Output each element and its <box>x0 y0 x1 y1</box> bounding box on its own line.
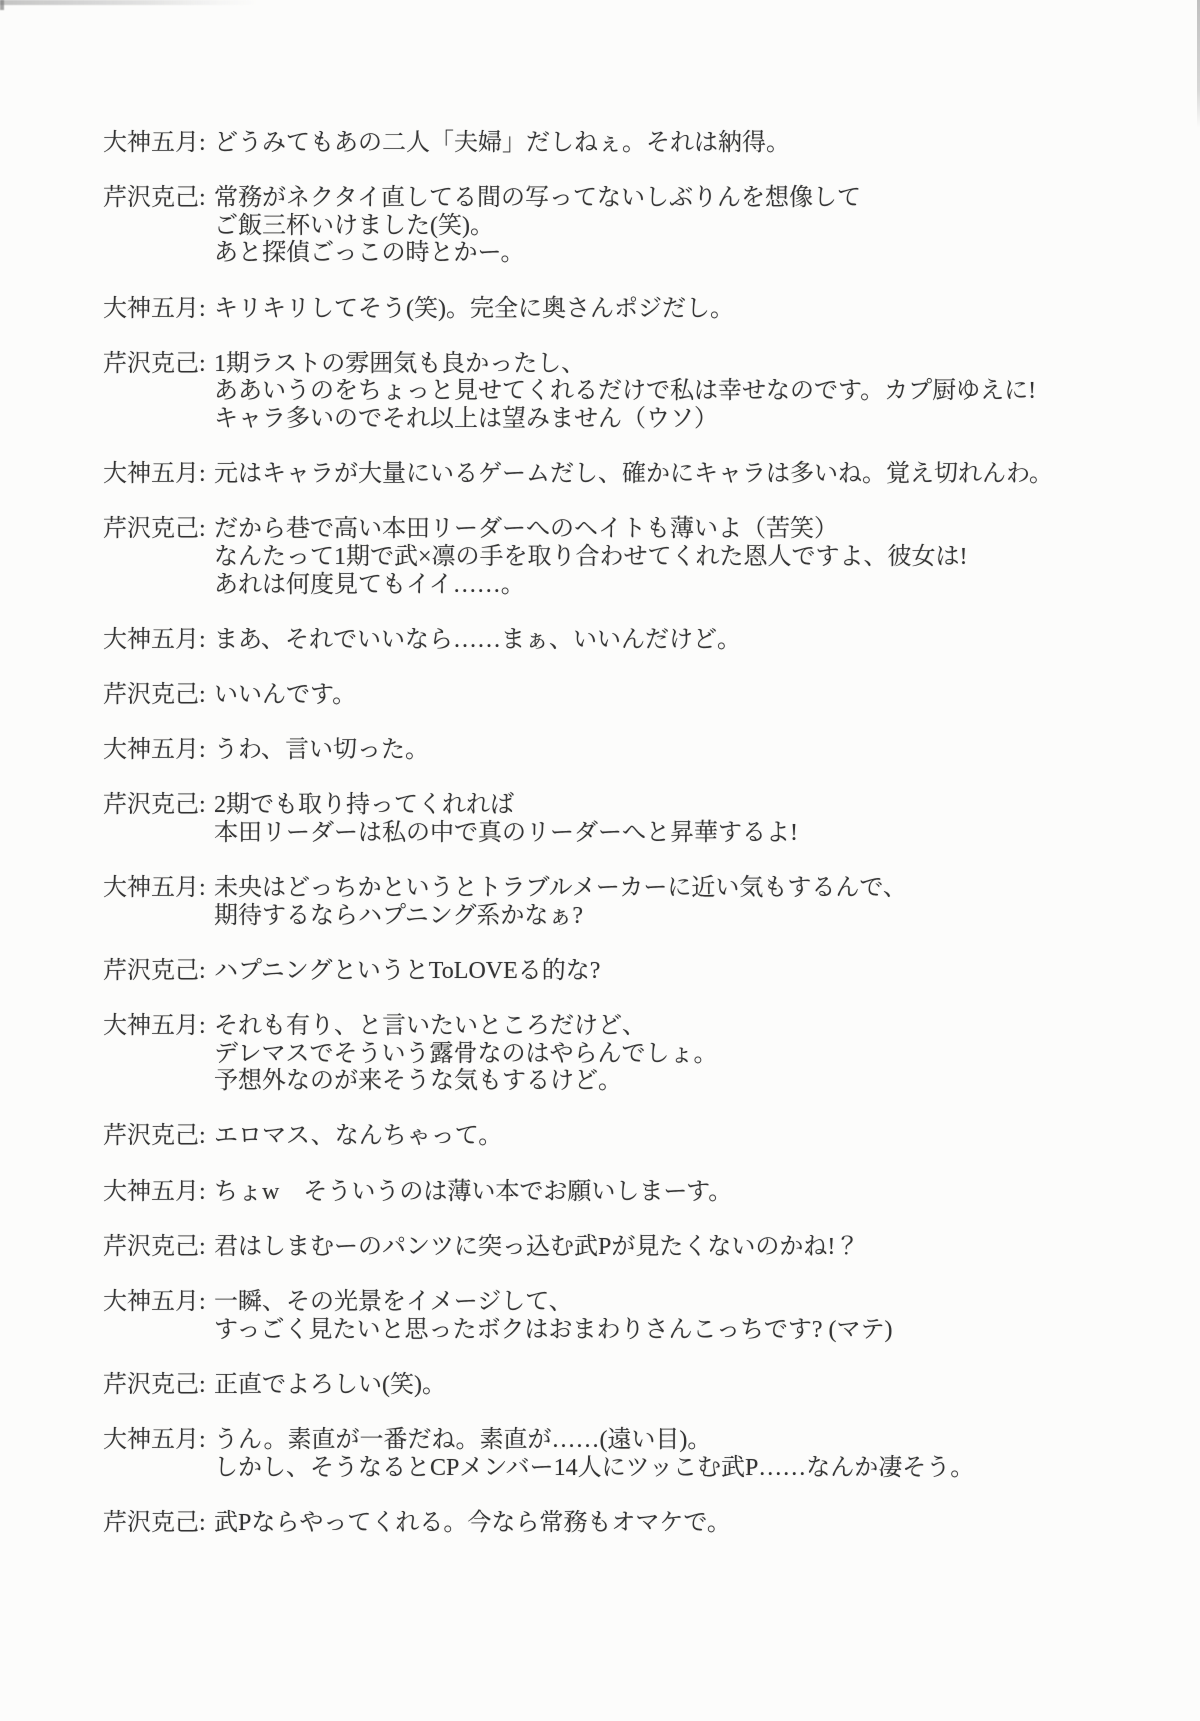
dialogue-lines <box>214 1372 1173 1400</box>
dialogue-line: 1期ラストの雰囲気も良かったし、 <box>214 350 586 377</box>
dialogue-block <box>103 682 1173 710</box>
dialogue-line: 正直でよろしい(笑)。 <box>214 1371 446 1398</box>
dialogue-line: だから巷で高い本田リーダーへのヘイトも薄いよ（苦笑） <box>214 516 838 543</box>
conversation-transcript <box>103 130 1173 1565</box>
dialogue-line: いいんです。 <box>214 681 357 708</box>
dialogue-line: ハプニングというとToLOVEる的な? <box>214 957 601 984</box>
dialogue-block <box>103 737 1173 765</box>
scan-artifact-corner <box>0 0 4 10</box>
dialogue-lines <box>214 1510 1173 1538</box>
speaker-name: 大神五月: <box>103 1013 206 1039</box>
dialogue-line: キリキリしてそう(笑)。完全に奥さんポジだし。 <box>214 295 734 322</box>
dialogue-lines <box>214 1179 1173 1207</box>
dialogue-lines <box>214 682 1173 710</box>
speaker-name: 芹沢克己: <box>103 185 206 212</box>
dialogue-line: ああいうのをちょっと見せてくれるだけで私は幸せなのです。カプ厨ゆえに! <box>214 378 1037 405</box>
dialogue-block <box>103 516 1173 599</box>
dialogue-line: 常務がネクタイ直してる間の写ってないしぶりんを想像して <box>214 185 862 212</box>
speaker-name: 芹沢克己: <box>103 350 206 377</box>
dialogue-line: 未央はどっちかというとトラブルメーカーに近い気もするんで、 <box>214 875 907 902</box>
speaker-name: 大神五月: <box>103 461 206 488</box>
dialogue-line: ご飯三杯いけました(笑)。 <box>214 212 494 239</box>
dialogue-lines <box>214 737 1173 765</box>
dialogue-block <box>103 185 1173 268</box>
speaker-name: 大神五月: <box>103 875 206 902</box>
dialogue-line: 武Pならやってくれる。今なら常務もオマケで。 <box>214 1509 731 1536</box>
dialogue-line: 元はキャラが大量にいるゲームだし、確かにキャラは多いね。覚え切れんわ。 <box>214 461 1054 488</box>
dialogue-block <box>103 461 1173 489</box>
speaker-name: 芹沢克己: <box>103 957 206 984</box>
dialogue-block <box>103 130 1173 158</box>
dialogue-line: 期待するならハプニング系かなぁ? <box>214 902 583 929</box>
speaker-name: 大神五月: <box>103 626 206 653</box>
speaker-name: 大神五月: <box>103 1288 206 1315</box>
dialogue-lines <box>214 351 1173 434</box>
speaker-name: 大神五月: <box>103 737 206 764</box>
dialogue-lines <box>214 296 1173 324</box>
dialogue-line: すっごく見たいと思ったボクはおまわりさんこっちです? (マテ) <box>214 1316 893 1343</box>
dialogue-line: それも有り、と言いたいところだけど、 <box>214 1013 646 1039</box>
speaker-name: 芹沢克己: <box>103 1509 206 1536</box>
dialogue-block <box>103 1013 1173 1096</box>
dialogue-line: 一瞬、その光景をイメージして、 <box>214 1288 573 1315</box>
dialogue-lines <box>214 958 1173 986</box>
dialogue-line: ちょw そういうのは薄い本でお願いしまーす。 <box>214 1178 733 1205</box>
dialogue-line: なんたって1期で武×凛の手を取り合わせてくれた恩人ですよ、彼女は! <box>214 543 968 570</box>
dialogue-line: あれは何度見てもイイ……。 <box>214 571 525 598</box>
dialogue-block <box>103 958 1173 986</box>
speaker-name: 芹沢克己: <box>103 792 206 819</box>
dialogue-lines <box>214 627 1173 655</box>
dialogue-block <box>103 1510 1173 1538</box>
dialogue-lines <box>214 1234 1173 1262</box>
dialogue-block <box>103 627 1173 655</box>
dialogue-lines <box>214 516 1173 599</box>
dialogue-lines <box>214 130 1173 158</box>
dialogue-line: デレマスでそういう露骨なのはやらんでしょ。 <box>214 1040 718 1067</box>
dialogue-line: エロマス、なんちゃって。 <box>214 1123 503 1150</box>
dialogue-lines <box>214 461 1173 489</box>
dialogue-line: 2期でも取り持ってくれれば <box>214 792 514 819</box>
dialogue-lines <box>214 1289 1173 1344</box>
speaker-name: 芹沢克己: <box>103 1123 206 1150</box>
scan-artifact-top-edge <box>0 0 258 5</box>
dialogue-line: うん。素直が一番だね。素直が……(遠い目)。 <box>214 1426 712 1453</box>
speaker-name: 芹沢克己: <box>103 681 206 708</box>
dialogue-block <box>103 1289 1173 1344</box>
dialogue-line: キャラ多いのでそれ以上は望みません（ウソ） <box>214 405 718 432</box>
speaker-name: 大神五月: <box>103 295 206 322</box>
dialogue-block <box>103 351 1173 434</box>
dialogue-lines <box>214 185 1173 268</box>
dialogue-line: うわ、言い切った。 <box>214 737 430 764</box>
dialogue-lines <box>214 1123 1173 1151</box>
dialogue-lines <box>214 1013 1173 1096</box>
dialogue-block <box>103 1427 1173 1482</box>
dialogue-line: しかし、そうなるとCPメンバー14人にツッこむ武P……なんか凄そう。 <box>214 1454 975 1481</box>
dialogue-line: 本田リーダーは私の中で真のリーダーへと昇華するよ! <box>214 819 798 846</box>
dialogue-block <box>103 875 1173 930</box>
dialogue-block <box>103 1372 1173 1400</box>
speaker-name: 芹沢克己: <box>103 1233 206 1260</box>
dialogue-line: 君はしまむーのパンツに突っ込む武Pが見たくないのかね!？ <box>214 1233 860 1260</box>
dialogue-lines <box>214 875 1173 930</box>
dialogue-block <box>103 296 1173 324</box>
speaker-name: 芹沢克己: <box>103 516 206 543</box>
dialogue-block <box>103 1179 1173 1207</box>
speaker-name: 大神五月: <box>103 1426 206 1453</box>
dialogue-line: あと探偵ごっこの時とかー。 <box>214 240 525 267</box>
speaker-name: 芹沢克己: <box>103 1371 206 1398</box>
dialogue-line: 予想外なのが来そうな気もするけど。 <box>214 1068 622 1095</box>
speaker-name: 大神五月: <box>103 130 206 156</box>
dialogue-lines <box>214 1427 1173 1482</box>
dialogue-block <box>103 792 1173 847</box>
dialogue-line: どうみてもあの二人「夫婦」だしねぇ。それは納得。 <box>214 130 790 156</box>
speaker-name: 大神五月: <box>103 1178 206 1205</box>
dialogue-line: まあ、それでいいなら……まぁ、いいんだけど。 <box>214 626 742 653</box>
dialogue-block <box>103 1123 1173 1151</box>
dialogue-block <box>103 1234 1173 1262</box>
dialogue-lines <box>214 792 1173 847</box>
